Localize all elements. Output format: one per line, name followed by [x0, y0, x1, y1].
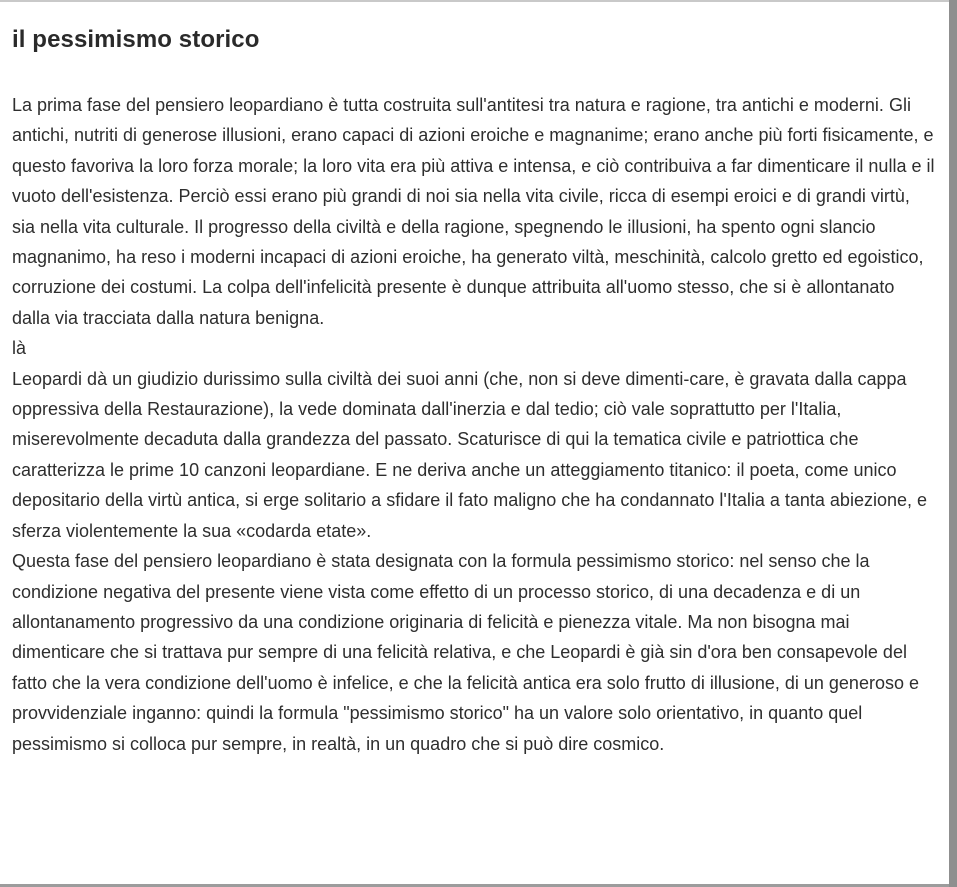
document-body	[12, 90, 937, 759]
vertical-scrollbar[interactable]	[949, 0, 957, 887]
paragraph-2: là	[12, 338, 27, 359]
paragraph-4: Questa fase del pensiero leopardiano è stata designata con la formula pessimismo storico: nel senso che la condizione negativa del presente viene vista come effetto di un processo storico, di una decadenza e di un allontanamento progressivo da una condizione originaria di felicità e pienezza vitale. Ma non bisogna mai dimenticare che si trattava pur sempre di una felicità relativa, e che Leopardi è già sin d'ora ben consapevole del fatto che la vera condizione dell'uomo è infelice, e che la felicità antica era solo frutto di illusione, di un generoso e provvidenziale inganno: quindi la formula "pessimismo storico" ha un valore solo orientativo, in quanto quel pessimismo si colloca pur sempre, in realtà, in un quadro che si può dire cosmico.	[12, 551, 919, 754]
paragraph-1: La prima fase del pensiero leopardiano è tutta costruita sull'antitesi tra natura e ragione, tra antichi e moderni. Gli antichi, nutriti di generose illusioni, erano capaci di azioni eroiche e magnanime; erano anche più forti fisicamente, e questo favoriva la loro forza morale; la loro vita era più attiva e intensa, e ciò contribuiva a far dimenticare il nulla e il vuoto dell'esistenza. Perciò essi erano più grandi di noi sia nella vita civile, ricca di esempi eroici e di grandi virtù, sia nella vita culturale. Il progresso della civiltà e della ragione, spegnendo le illusioni, ha spento ogni slancio magnanimo, ha reso i moderni incapaci di azioni eroiche, ha generato viltà, meschinità, calcolo gretto ed egoistico, corruzione dei costumi. La colpa dell'infelicità presente è dunque attribuita all'uomo stesso, che si è allontanato dalla via tracciata dalla natura benigna.	[12, 95, 935, 328]
paragraph-3: Leopardi dà un giudizio durissimo sulla civiltà dei suoi anni (che, non si deve dimenti-care, è gravata dalla cappa oppressiva della Restaurazione), la vede dominata dall'inerzia e dal tedio; ciò vale soprattutto per l'Italia, miserevolmente decaduta dalla grandezza del passato. Scaturisce di qui la tematica civile e patriottica che caratterizza le prime 10 canzoni leopardiane. E ne deriva anche un atteggiamento titanico: il poeta, come unico depositario della virtù antica, si erge solitario a sfidare il fato maligno che ha condannato l'Italia a tanta abiezione, e sferza violentemente la sua «codarda etate».	[12, 368, 927, 541]
document-title: il pessimismo storico	[12, 26, 260, 53]
top-border	[0, 0, 949, 2]
